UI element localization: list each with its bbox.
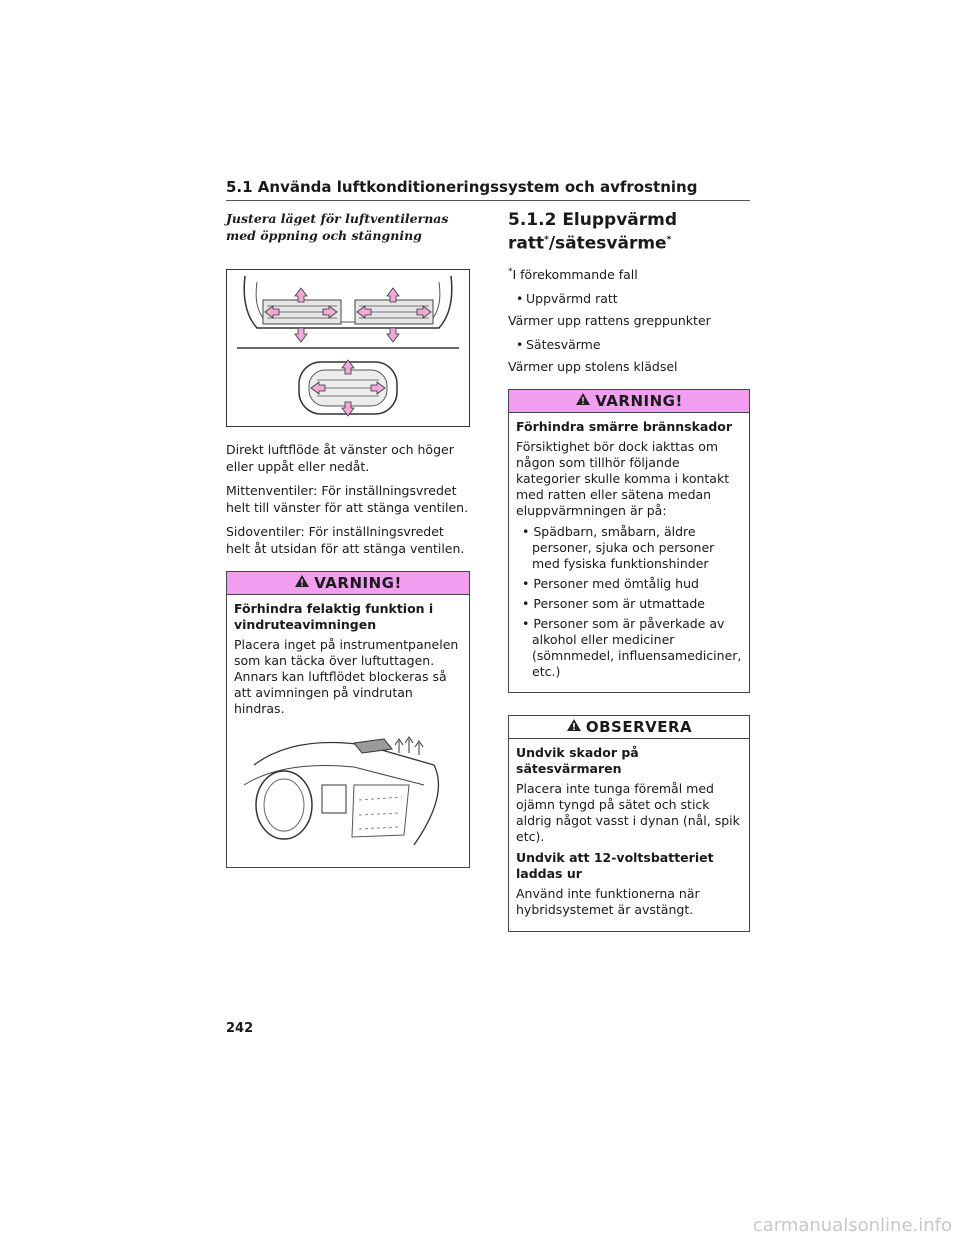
dashboard-illustration — [234, 725, 462, 859]
star-2: * — [666, 235, 672, 245]
warning-box — [226, 571, 470, 868]
bullet-marker: • — [516, 336, 524, 352]
dashboard-drawing — [234, 725, 462, 855]
warning-icon — [566, 718, 582, 736]
footnote-star: * — [508, 266, 513, 277]
bullet-text: Personer som är utmattade — [533, 595, 705, 611]
heading-ratt: ratt — [508, 233, 545, 254]
warning-header-2 — [509, 390, 749, 413]
bullet-marker: • — [522, 523, 530, 539]
notice-label: OBSERVERA — [585, 717, 693, 736]
list-item — [508, 336, 750, 353]
notice-title-2: Undvik att 12-voltsbatteriet laddas ur — [516, 849, 714, 881]
section-header: 5.1 Använda luftkonditioneringssystem och avfrostning — [226, 178, 750, 201]
heading-satesvarme: /sätesvärme — [548, 233, 667, 254]
notice-header — [509, 716, 749, 739]
item-seat-heater: Sätesvärme — [526, 336, 601, 352]
bullet-text: Spädbarn, småbarn, äldre personer, sjuka och personer med fysiska funktionshinder — [532, 523, 715, 571]
left-column — [226, 210, 470, 868]
air-vent-drawing — [227, 270, 469, 426]
notice-text-1: Placera inte tunga föremål med ojämn tyngd på sätet och stick aldrig något vasst i dynan (nål, spik etc). — [516, 780, 740, 844]
item-heated-wheel: Uppvärmd ratt — [526, 290, 618, 306]
notice-text-2: Använd inte funktionerna när hybridsystemet är avstängt. — [516, 885, 700, 917]
item1-desc: Värmer upp rattens greppunkter — [508, 312, 711, 328]
warning-icon — [575, 392, 591, 410]
warning-header — [227, 572, 469, 595]
list-item — [516, 616, 742, 680]
list-item — [516, 576, 742, 592]
footnote-text: I förekommande fall — [512, 266, 638, 282]
list-item — [516, 524, 742, 572]
watermark: carmanualsonline.info — [752, 1215, 952, 1236]
heading-line-1: 5.1.2 Eluppvärmd — [508, 210, 678, 230]
warning-text: Placera inget på instrumentpanelen som kan täcka över luftuttagen. Annars kan luftflödet blockeras så att avimningen på vindrutan hindras. — [234, 637, 459, 716]
bullet-text: Personer med ömtålig hud — [533, 575, 699, 591]
item2-desc: Värmer upp stolens klädsel — [508, 358, 678, 374]
star-1: * — [544, 235, 549, 245]
heading-line-2 — [508, 230, 750, 254]
paragraph-side-vents: Sidoventiler: För inställningsvredet helt åt utsidan för att stänga ventilen. — [226, 524, 465, 556]
bullet-text: Personer som är påverkade av alkohol eller mediciner (sömnmedel, influensamediciner, etc.) — [532, 615, 742, 679]
right-column — [508, 210, 750, 932]
bullet-marker: • — [522, 595, 530, 611]
list-item — [516, 596, 742, 612]
page-number: 242 — [226, 1021, 254, 1036]
warning-text-2: Försiktighet bör dock iakttas om någon som tillhör följande kategorier skulle komma i kontakt med ratten eller sätena medan eluppvärmningen är på: — [516, 438, 730, 518]
paragraph-airflow: Direkt luftflöde åt vänster och höger eller uppåt eller nedåt. — [226, 442, 454, 474]
notice-box — [508, 715, 750, 932]
subheading: Justera läget för luftventilernas med öppning och stängning — [226, 211, 449, 243]
section-heading — [508, 210, 750, 254]
warning-label-2: VARNING! — [595, 391, 683, 410]
list-item — [508, 290, 750, 307]
warning-label: VARNING! — [314, 574, 402, 592]
air-vent-illustration — [226, 269, 470, 427]
bullet-marker: • — [522, 575, 530, 591]
warning-title-2: Förhindra smärre brännskador — [516, 418, 733, 434]
notice-title-1: Undvik skador på sätesvärmaren — [516, 744, 639, 776]
warning-icon — [294, 574, 310, 592]
bullet-marker: • — [516, 290, 524, 306]
warning-title: Förhindra felaktig funktion i vindruteavimningen — [234, 601, 434, 632]
bullet-marker: • — [522, 615, 530, 631]
paragraph-center-vents: Mittenventiler: För inställningsvredet helt till vänster för att stänga ventilen. — [226, 483, 469, 515]
warning-box-2 — [508, 389, 750, 693]
footnote — [508, 264, 750, 283]
